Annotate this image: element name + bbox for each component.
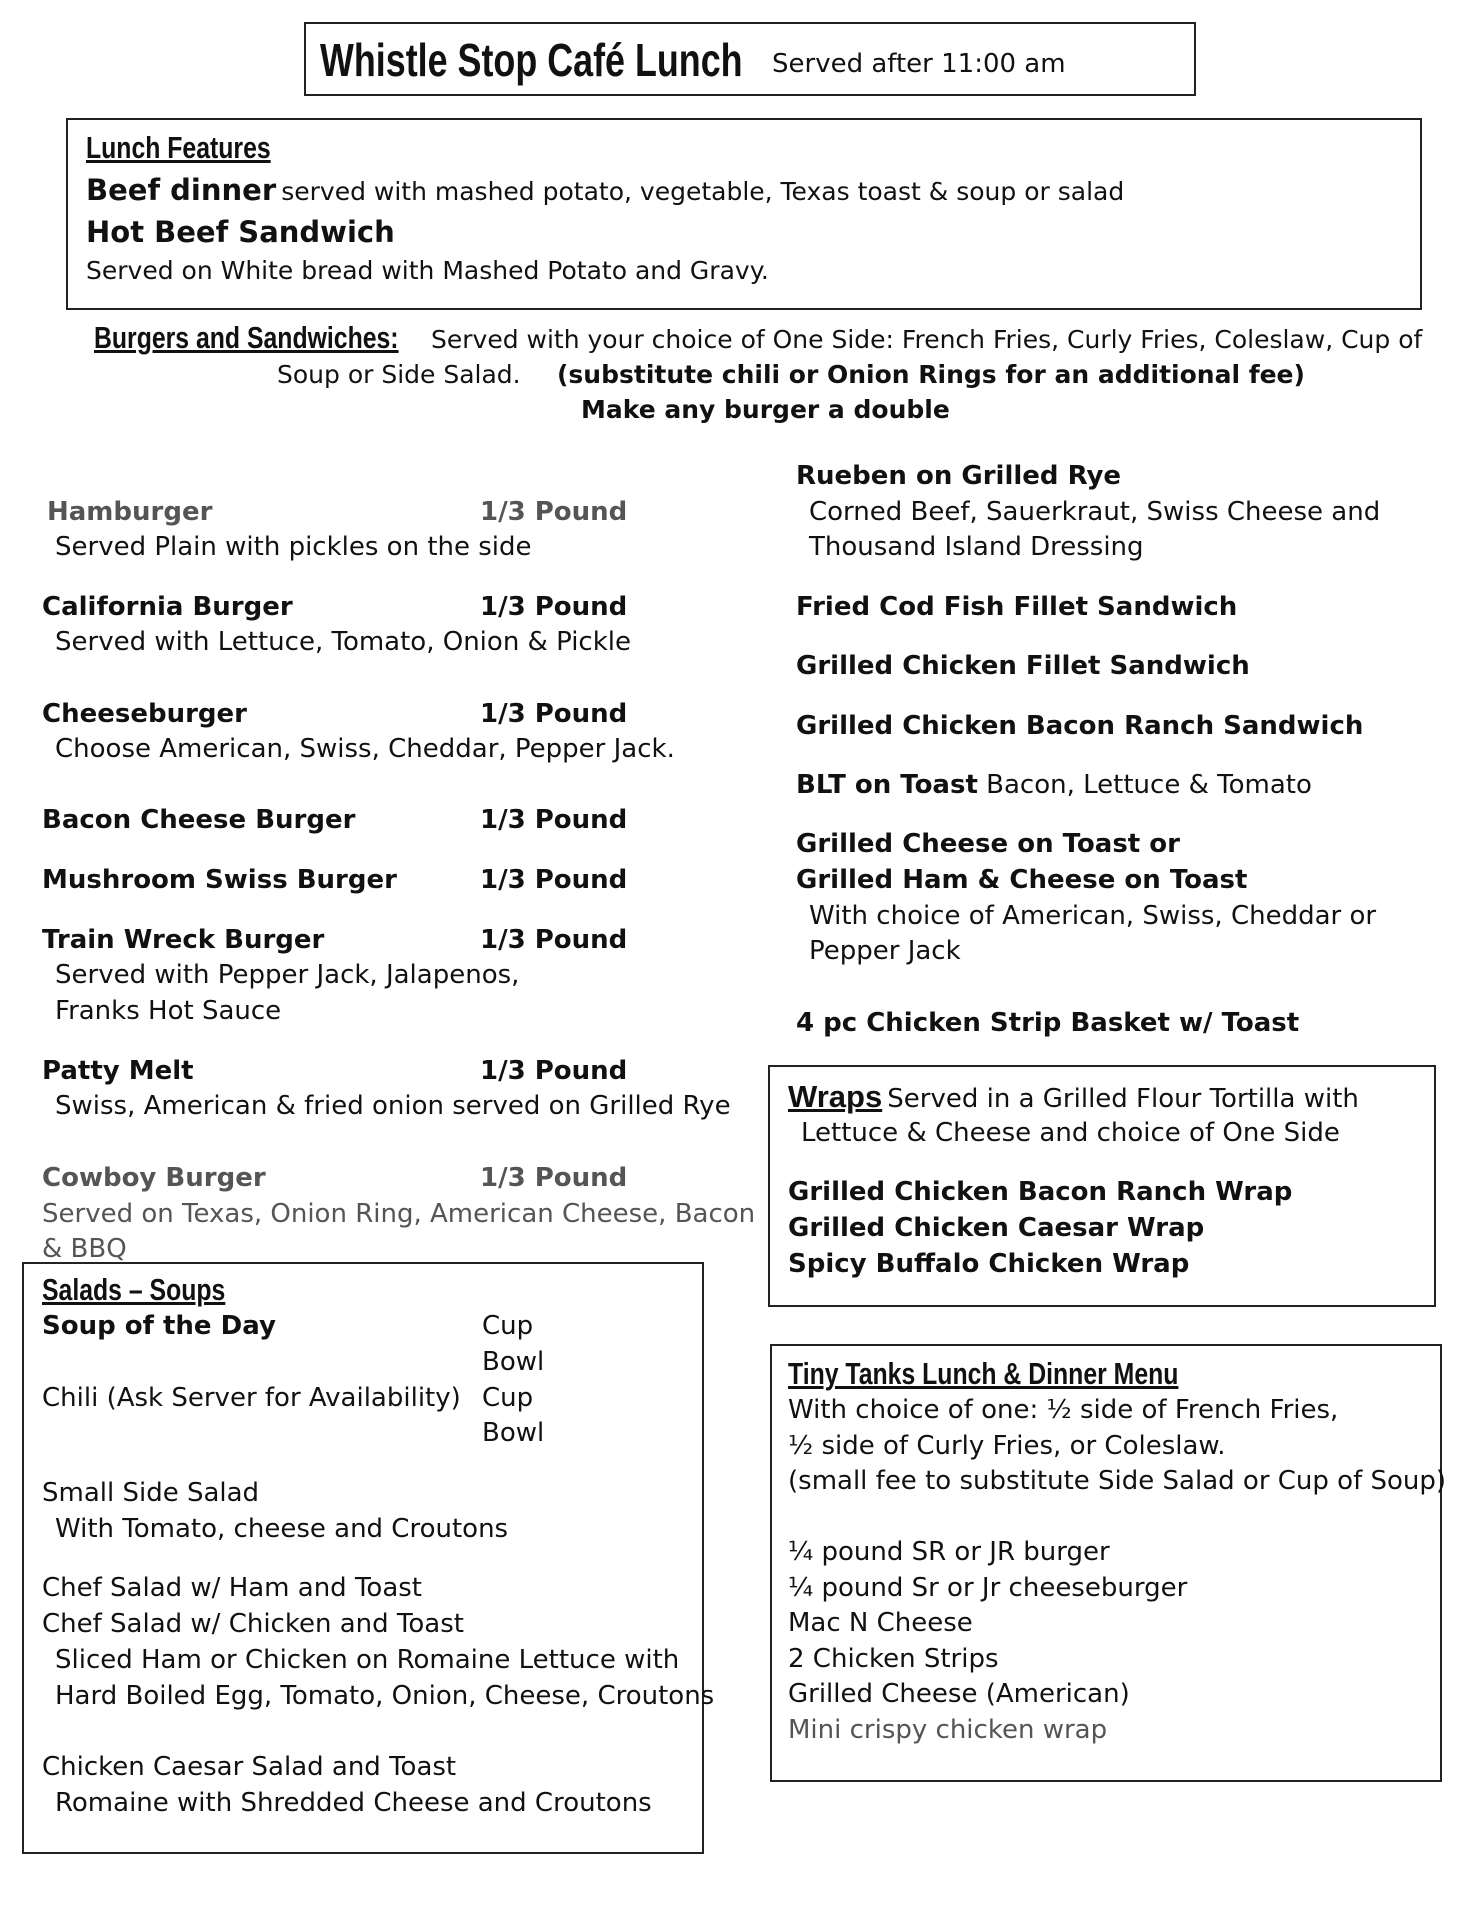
burger-desc: Choose American, Swiss, Cheddar, Pepper Jack. xyxy=(55,734,675,764)
wrap-item: Grilled Chicken Caesar Wrap xyxy=(788,1213,1205,1243)
small-side-salad-desc: With Tomato, cheese and Croutons xyxy=(55,1514,509,1544)
burger-desc: & BBQ xyxy=(42,1234,127,1264)
burger-name: Patty Melt xyxy=(42,1056,194,1086)
burger-size: 1/3 Pound xyxy=(480,1056,628,1086)
burger-size: 1/3 Pound xyxy=(480,497,628,527)
tiny-tanks-desc: ½ side of Curly Fries, or Coleslaw. xyxy=(788,1431,1226,1461)
feature-beef-dinner-name: Beef dinner xyxy=(86,173,277,207)
burger-name: Cowboy Burger xyxy=(42,1163,266,1193)
chili-bowl: Bowl xyxy=(482,1418,545,1448)
tiny-tanks-box xyxy=(770,1344,1447,1782)
soup-of-the-day: Soup of the Day xyxy=(42,1311,276,1341)
burger-name: Hamburger xyxy=(47,497,213,527)
burger-desc: Served with Pepper Jack, Jalapenos, xyxy=(55,960,520,990)
tiny-tanks-item: Mac N Cheese xyxy=(788,1608,973,1638)
chef-salad-chicken: Chef Salad w/ Chicken and Toast xyxy=(42,1609,464,1639)
tiny-tanks-item: Mini crispy chicken wrap xyxy=(788,1715,1108,1745)
header-box xyxy=(304,22,1196,96)
rueben-name: Rueben on Grilled Rye xyxy=(796,461,1122,491)
wraps-desc: Lettuce & Cheese and choice of One Side xyxy=(801,1118,1340,1148)
chicken-fillet-sandwich: Grilled Chicken Fillet Sandwich xyxy=(796,651,1250,681)
soup-bowl: Bowl xyxy=(482,1347,545,1377)
burger-desc: Served on Texas, Onion Ring, American Cheese, Bacon xyxy=(42,1199,756,1229)
menu-subtitle: Served after 11:00 am xyxy=(772,49,1066,79)
tiny-tanks-desc: (small fee to substitute Side Salad or Cup of Soup) xyxy=(788,1466,1447,1496)
lunch-features-heading: Lunch Features xyxy=(86,130,271,165)
burger-size: 1/3 Pound xyxy=(480,592,628,622)
burger-size: 1/3 Pound xyxy=(480,805,628,835)
tiny-tanks-desc: With choice of one: ½ side of French Fries, xyxy=(788,1395,1339,1425)
chicken-caesar-salad: Chicken Caesar Salad and Toast xyxy=(42,1752,457,1782)
burger-desc: Served Plain with pickles on the side xyxy=(55,532,532,562)
wrap-item: Spicy Buffalo Chicken Wrap xyxy=(788,1249,1190,1279)
rueben-desc: Corned Beef, Sauerkraut, Swiss Cheese and xyxy=(809,497,1381,527)
burger-name: Train Wreck Burger xyxy=(42,925,325,955)
burger-size: 1/3 Pound xyxy=(480,699,628,729)
tiny-tanks-item: Grilled Cheese (American) xyxy=(788,1679,1130,1709)
cod-sandwich: Fried Cod Fish Fillet Sandwich xyxy=(796,592,1238,622)
soup-cup: Cup xyxy=(482,1311,534,1341)
salads-soups-heading: Salads – Soups xyxy=(42,1272,226,1307)
burgers-intro-line2b: (substitute chili or Onion Rings for an additional fee) xyxy=(557,360,1305,389)
tiny-tanks-item: ¼ pound Sr or Jr cheeseburger xyxy=(788,1573,1188,1603)
wraps-desc: Served in a Grilled Flour Tortilla with xyxy=(887,1084,1359,1114)
feature-hot-beef-desc: Served on White bread with Mashed Potato and Gravy. xyxy=(86,256,769,285)
wrap-item: Grilled Chicken Bacon Ranch Wrap xyxy=(788,1177,1293,1207)
burger-name: Bacon Cheese Burger xyxy=(42,805,356,835)
grilled-desc: Pepper Jack xyxy=(809,936,961,966)
blt-desc: Bacon, Lettuce & Tomato xyxy=(986,770,1312,800)
burger-name: California Burger xyxy=(42,592,293,622)
wraps-box xyxy=(768,1065,1436,1307)
grilled-ham-cheese: Grilled Ham & Cheese on Toast xyxy=(796,865,1248,895)
burger-desc: Swiss, American & fried onion served on Grilled Rye xyxy=(55,1091,731,1121)
burger-name: Mushroom Swiss Burger xyxy=(42,865,397,895)
burgers-intro-line1: Served with your choice of One Side: French Fries, Curly Fries, Coleslaw, Cup of xyxy=(431,325,1423,354)
lunch-features-box xyxy=(66,118,1422,310)
chicken-strip-basket: 4 pc Chicken Strip Basket w/ Toast xyxy=(796,1008,1300,1038)
burger-name: Cheeseburger xyxy=(42,699,247,729)
tiny-tanks-item: ¼ pound SR or JR burger xyxy=(788,1537,1110,1567)
tiny-tanks-heading: Tiny Tanks Lunch & Dinner Menu xyxy=(788,1356,1179,1391)
burgers-heading: Burgers and Sandwiches: xyxy=(94,320,399,355)
menu-title: Whistle Stop Café Lunch xyxy=(320,34,743,86)
chef-salad-desc: Hard Boiled Egg, Tomato, Onion, Cheese, Croutons xyxy=(55,1681,715,1711)
burger-desc: Franks Hot Sauce xyxy=(55,996,282,1026)
blt-name: BLT on Toast xyxy=(796,770,978,800)
bacon-ranch-sandwich: Grilled Chicken Bacon Ranch Sandwich xyxy=(796,711,1364,741)
burgers-intro-line3: Make any burger a double xyxy=(581,395,950,424)
burgers-intro-line2a: Soup or Side Salad. xyxy=(277,360,521,389)
salads-soups-box xyxy=(22,1262,715,1854)
tiny-tanks-item: 2 Chicken Strips xyxy=(788,1644,999,1674)
grilled-cheese: Grilled Cheese on Toast or xyxy=(796,829,1180,859)
feature-hot-beef-name: Hot Beef Sandwich xyxy=(86,215,395,249)
rueben-desc: Thousand Island Dressing xyxy=(809,532,1144,562)
chef-salad-ham: Chef Salad w/ Ham and Toast xyxy=(42,1573,422,1603)
chili-cup: Cup xyxy=(482,1383,534,1413)
chicken-caesar-desc: Romaine with Shredded Cheese and Croutons xyxy=(55,1788,652,1818)
grilled-desc: With choice of American, Swiss, Cheddar or xyxy=(809,901,1377,931)
burger-size: 1/3 Pound xyxy=(480,865,628,895)
chef-salad-desc: Sliced Ham or Chicken on Romaine Lettuce with xyxy=(55,1645,680,1675)
feature-beef-dinner-desc: served with mashed potato, vegetable, Texas toast & soup or salad xyxy=(281,177,1125,206)
wraps-heading: Wraps xyxy=(788,1079,883,1114)
small-side-salad: Small Side Salad xyxy=(42,1478,260,1508)
chili: Chili (Ask Server for Availability) xyxy=(42,1383,461,1413)
burger-size: 1/3 Pound xyxy=(480,1163,628,1193)
burger-desc: Served with Lettuce, Tomato, Onion & Pickle xyxy=(55,627,631,657)
burger-size: 1/3 Pound xyxy=(480,925,628,955)
